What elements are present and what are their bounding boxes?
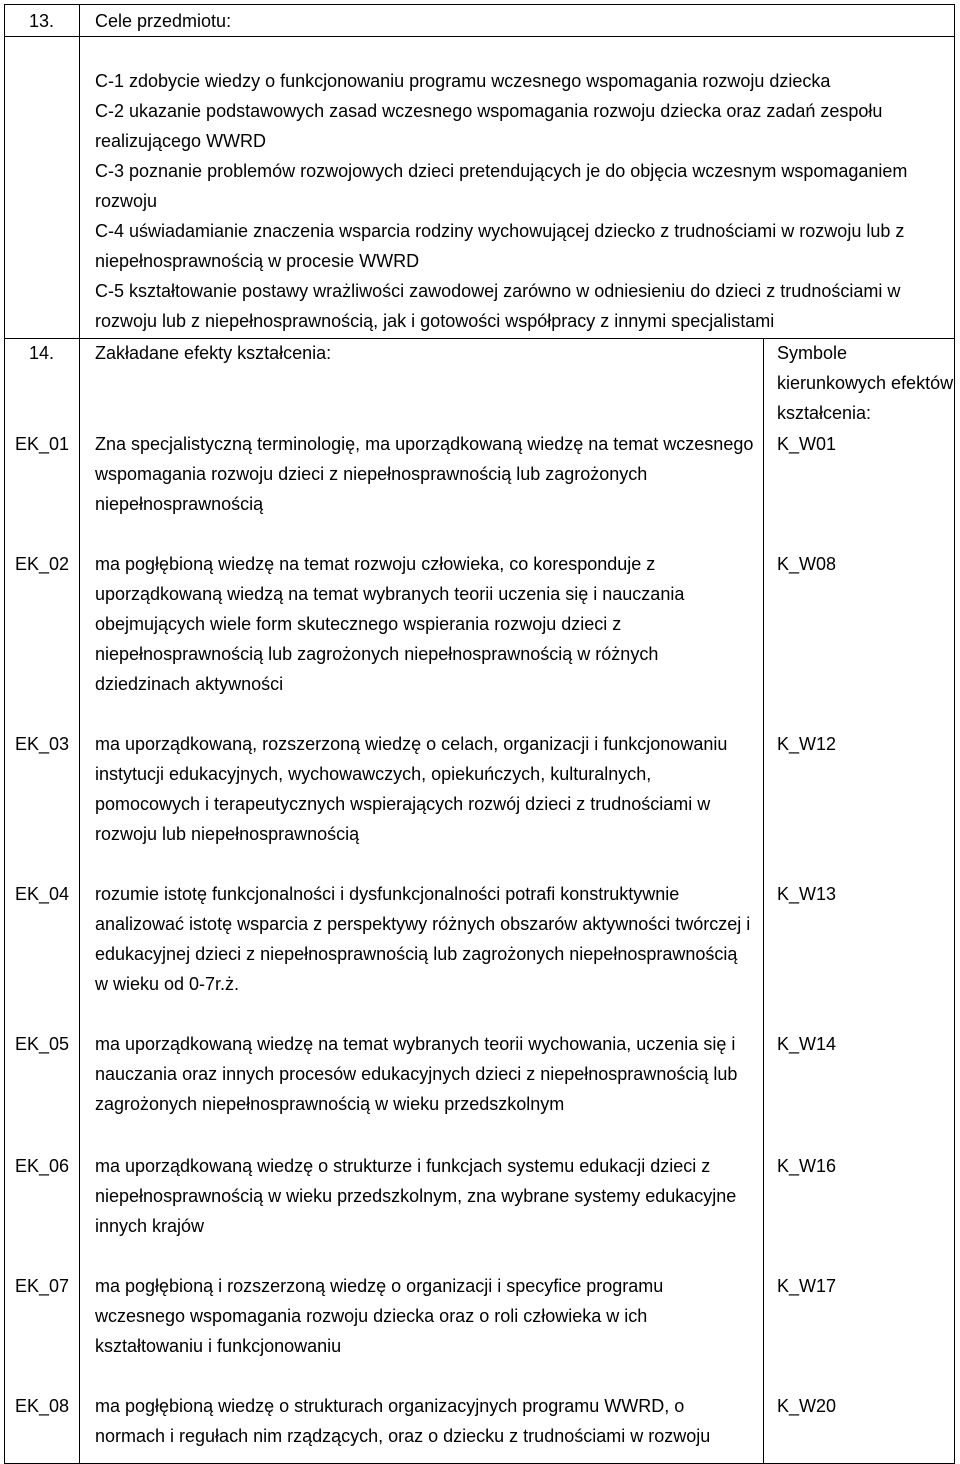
effect-code: EK_05 bbox=[15, 1034, 70, 1054]
effect-description: ma pogłębioną wiedzę o strukturach organizacyjnych programu WWRD, o normach i regułach nim rządzących, oraz o dziecku z trudnościami w rozwoju bbox=[95, 1396, 711, 1446]
effect-code: EK_07 bbox=[15, 1276, 70, 1296]
effect-description: ma pogłębioną wiedzę na temat rozwoju człowieka, co koresponduje z uporządkowaną wiedzą na temat wybranych teorii uczenia się i nauczania obejmujących wiele form skutecznego wspierania rozwoju dzieci z niepełnosprawnością lub zagrożonych niepełnosprawnością w różnych dziedzinach aktywności bbox=[95, 554, 685, 694]
objective-c1: C-1 zdobycie wiedzy o funkcjonowaniu programu wczesnego wspomagania rozwoju dziecka bbox=[95, 71, 831, 91]
effect-symbol: K_W14 bbox=[777, 1034, 837, 1054]
section-14-title: Zakładane efekty kształcenia: bbox=[95, 343, 332, 363]
effect-symbol: K_W17 bbox=[777, 1276, 837, 1296]
effect-code: EK_08 bbox=[15, 1396, 70, 1416]
effect-code: EK_03 bbox=[15, 734, 70, 754]
symbols-column-header: Symbole kierunkowych efektów kształcenia: bbox=[777, 343, 954, 423]
effect-code: EK_06 bbox=[15, 1156, 70, 1176]
objective-c2: C-2 ukazanie podstawowych zasad wczesnego wspomagania rozwoju dziecka oraz zadań zespołu realizującego WWRD bbox=[95, 101, 883, 151]
objectives-list bbox=[95, 66, 945, 336]
effect-symbol: K_W16 bbox=[777, 1156, 837, 1176]
effect-symbol: K_W13 bbox=[777, 884, 837, 904]
section-13-title: Cele przedmiotu: bbox=[95, 11, 232, 31]
column-divider-number bbox=[79, 5, 80, 1463]
effect-description: ma pogłębioną i rozszerzoną wiedzę o organizacji i specyfice programu wczesnego wspomagania rozwoju dziecka oraz o roli człowieka w ich kształtowaniu i funkcjonowaniu bbox=[95, 1276, 664, 1356]
effect-description: ma uporządkowaną wiedzę na temat wybranych teorii wychowania, uczenia się i nauczania oraz innych procesów edukacyjnych dzieci z niepełnosprawnością lub zagrożonych niepełnosprawnością w wieku przedszkolnym bbox=[95, 1034, 738, 1114]
effect-symbol: K_W08 bbox=[777, 554, 837, 574]
effect-description: rozumie istotę funkcjonalności i dysfunkcjonalności potrafi konstruktywnie analizować istotę wsparcia z perspektywy różnych obszarów aktywności twórczej i edukacyjnej dzieci z niepełnosprawnością lub zagrożonych niepełnosprawnością w wieku od 0-7r.ż. bbox=[95, 884, 751, 994]
effect-code: EK_01 bbox=[15, 434, 70, 454]
effect-symbol: K_W01 bbox=[777, 434, 837, 454]
column-divider-symbols bbox=[763, 338, 764, 1463]
effect-description: ma uporządkowaną wiedzę o strukturze i funkcjach systemu edukacji dzieci z niepełnosprawnością w wieku przedszkolnym, zna wybrane systemy edukacyjne innych krajów bbox=[95, 1156, 737, 1236]
effect-description: ma uporządkowaną, rozszerzoną wiedzę o celach, organizacji i funkcjonowaniu instytucji edukacyjnych, wychowawczych, opiekuńczych, kulturalnych, pomocowych i terapeutycznych wspierających rozwój dzieci z trudnościami w rozwoju lub niepełnosprawnością bbox=[95, 734, 728, 844]
row-divider-13-header bbox=[5, 36, 954, 37]
effect-description: Zna specjalistyczną terminologię, ma uporządkowaną wiedzę na temat wczesnego wspomagania rozwoju dzieci z niepełnosprawnością lub zagrożonych niepełnosprawnością bbox=[95, 434, 754, 514]
syllabus-table bbox=[4, 4, 955, 1464]
section-13-number: 13. bbox=[29, 11, 55, 31]
effect-symbol: K_W12 bbox=[777, 734, 837, 754]
objective-c4: C-4 uświadamianie znaczenia wsparcia rodziny wychowującej dziecko z trudnościami w rozwoju lub z niepełnosprawnością w procesie WWRD bbox=[95, 221, 905, 271]
effect-code: EK_04 bbox=[15, 884, 70, 904]
effect-symbol: K_W20 bbox=[777, 1396, 837, 1416]
section-14-number: 14. bbox=[29, 343, 55, 363]
objective-c5: C-5 kształtowanie postawy wrażliwości zawodowej zarówno w odniesieniu do dzieci z trudnościami w rozwoju lub z niepełnosprawnością, jak i gotowości współpracy z innymi specjalistami bbox=[95, 281, 901, 331]
objective-c3: C-3 poznanie problemów rozwojowych dzieci pretendujących je do objęcia wczesnym wspomaganiem rozwoju bbox=[95, 161, 908, 211]
effect-code: EK_02 bbox=[15, 554, 70, 574]
